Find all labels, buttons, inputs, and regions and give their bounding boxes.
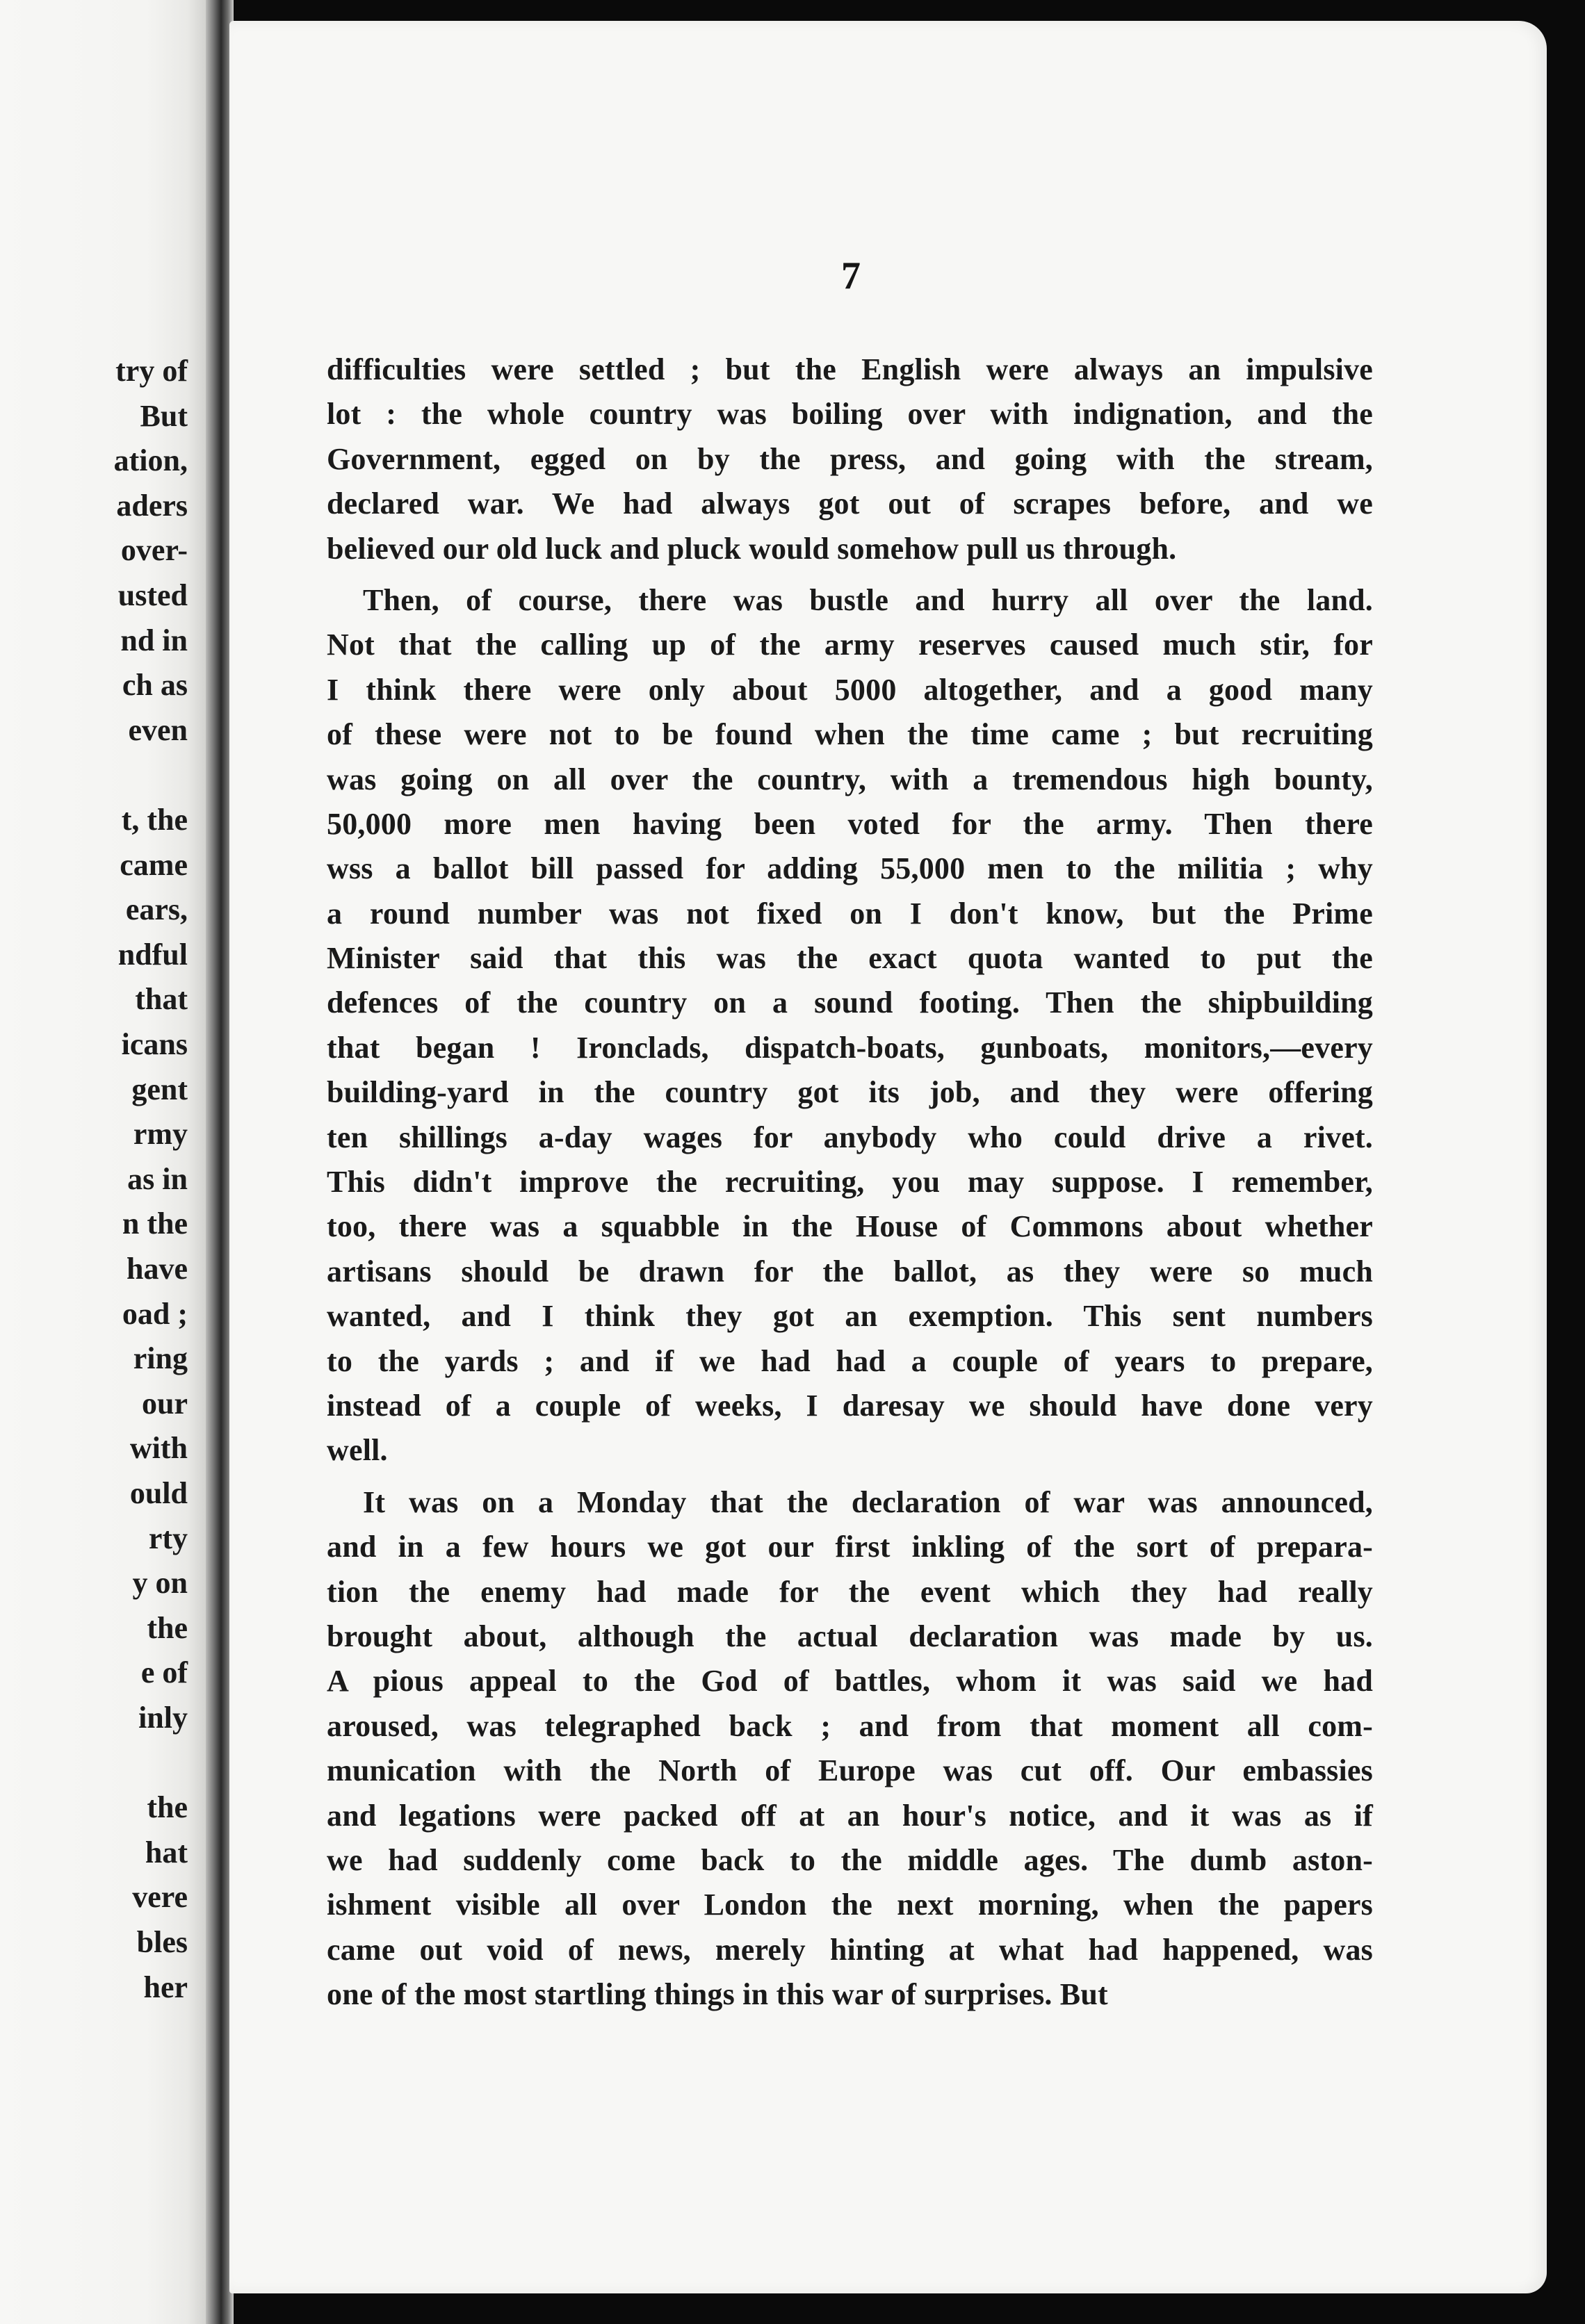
text-line: It was on a Monday that the declaration of war was announced, [363,1484,1373,1519]
previous-page-fragment: with [129,1431,188,1466]
previous-page-fragment: y on [132,1566,188,1601]
text-line: Government, egged on by the press, and going with the stream, [327,441,1373,476]
text-line: well. [327,1433,388,1468]
text-line: tion the enemy had made for the event which they had really [327,1574,1373,1609]
text-line: I think there were only about 5000 altogether, and a good many [327,672,1373,707]
previous-page-fragment: the [147,1610,188,1645]
text-line: came out void of news, merely hinting at what had happened, was [327,1932,1373,1967]
previous-page-fragment: have [127,1252,188,1286]
text-line: believed our old luck and pluck would somehow pull us through. [327,531,1177,566]
text-line: artisans should be drawn for the ballot, as they were so much [327,1254,1373,1288]
previous-page-fragment: usted [117,578,188,612]
text-line: a round number was not fixed on I don't know, but the Prime [327,896,1373,931]
previous-page-fragment: oad ; [122,1296,188,1331]
previous-page-fragment: gent [131,1072,188,1106]
text-line: too, there was a squabble in the House of Commons about whether [327,1209,1373,1244]
text-line: one of the most startling things in this war of surprises. But [327,1977,1108,2012]
previous-page-fragment: vere [132,1880,188,1915]
previous-page-fragment: that [135,982,188,1017]
text-line: ishment visible all over London the next morning, when the papers [327,1888,1373,1922]
text-line: This didn't improve the recruiting, you may suppose. I remember, [327,1165,1373,1200]
text-line: of these were not to be found when the time came ; but recruiting [327,717,1373,752]
page-number: 7 [841,254,861,297]
previous-page-fragment: ould [129,1476,188,1510]
text-line: to the yards ; and if we had had a couple of years to prepare, [327,1343,1373,1378]
previous-page-fragment: nd in [120,623,188,657]
text-line: instead of a couple of weeks, I daresay we should have done very [327,1388,1373,1423]
previous-page-fragment: as in [127,1161,188,1196]
text-line: wss a ballot bill passed for adding 55,000 men to the militia ; why [327,851,1373,886]
previous-page-fragment: the [147,1790,188,1825]
text-line: that began ! Ironclads, dispatch-boats, gunboats, monitors,—every [327,1030,1373,1065]
previous-page-fragment: over- [120,533,188,568]
text-line: was going on all over the country, with a tremendous high bounty, [327,762,1373,796]
previous-page-fragment: our [142,1386,188,1421]
text-line: aroused, was telegraphed back ; and from that moment all com- [327,1708,1373,1743]
previous-page-fragment: rty [148,1521,188,1555]
previous-page-fragment: ears, [125,892,188,927]
previous-page-fragment: inly [138,1701,188,1735]
previous-page-fragment: her [143,1970,188,2004]
previous-page-fragment: icans [121,1027,188,1061]
previous-page-fragment: try of [115,354,188,388]
previous-page-fragment: ring [133,1341,188,1376]
text-line: difficulties were settled ; but the English were always an impulsive [327,352,1373,386]
text-line: and in a few hours we got our first inkling of the sort of prepara- [327,1530,1373,1564]
previous-page-fragment: But [140,398,188,433]
text-line: we had suddenly come back to the middle ages. The dumb aston- [327,1842,1373,1877]
text-line: declared war. We had always got out of scrapes before, and we [327,486,1373,521]
previous-page-fragment: ch as [122,668,188,703]
previous-page-fragment: hat [145,1835,188,1869]
text-line: lot : the whole country was boiling over with indignation, and the [327,397,1373,432]
previous-page-fragment: even [128,712,188,747]
text-line: munication with the North of Europe was cut off. Our embassies [327,1753,1373,1788]
text-line: A pious appeal to the God of battles, whom it was said we had [327,1664,1373,1699]
previous-page-fragment: e of [140,1655,188,1690]
text-line: 50,000 more men having been voted for the army. Then there [327,806,1373,841]
text-line: brought about, although the actual declaration was made by us. [327,1619,1373,1653]
previous-page-edge [0,0,209,2324]
text-line: building-yard in the country got its job, and they were offering [327,1075,1373,1110]
previous-page-fragment: bles [136,1925,188,1959]
previous-page-fragment: t, the [121,803,188,837]
previous-page-fragment: n the [122,1206,188,1241]
text-line: and legations were packed off at an hour's notice, and it was as if [327,1798,1373,1833]
body-text [327,347,1373,2017]
text-line: wanted, and I think they got an exemption. This sent numbers [327,1299,1373,1334]
text-line: ten shillings a-day wages for anybody who could drive a rivet. [327,1120,1373,1154]
previous-page-fragment: rmy [133,1117,188,1152]
text-line: Then, of course, there was bustle and hurry all over the land. [363,582,1373,617]
text-line: defences of the country on a sound footing. Then the shipbuilding [327,985,1373,1020]
previous-page-fragment: came [120,847,188,882]
previous-page-fragment: aders [116,488,188,523]
text-line: Not that the calling up of the army reserves caused much stir, for [327,628,1373,662]
text-line: Minister said that this was the exact quota wanted to put the [327,941,1373,976]
previous-page-fragment: ation, [113,443,188,478]
previous-page-fragment: ndful [117,937,188,972]
